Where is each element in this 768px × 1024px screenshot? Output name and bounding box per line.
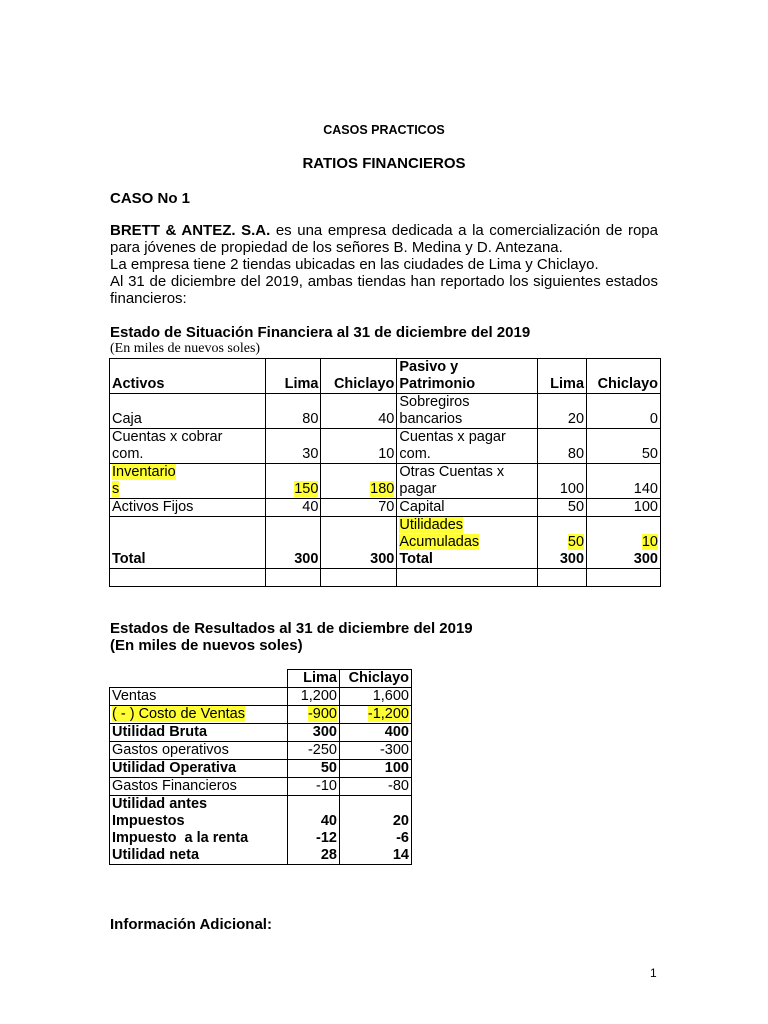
income-header-empty (110, 670, 288, 688)
income-chiclayo: 1,600 (340, 688, 412, 706)
liab-label-2: Acumuladas (399, 534, 480, 550)
liab-label: Cuentas x pagar com. (399, 429, 506, 462)
income-label: Gastos Financieros (110, 778, 288, 796)
intro-p2: La empresa tiene 2 tiendas ubicadas en las ciudades de Lima y Chiclayo. (110, 256, 599, 273)
income-lima: 1,200 (288, 688, 340, 706)
liab-chiclayo: 140 (587, 464, 661, 499)
income-lima: 28 (288, 847, 340, 865)
header-pasivo-line2: Patrimonio (399, 376, 476, 392)
asset-lima: 150 (294, 481, 319, 497)
company-name: BRETT & ANTEZ. S.A. (110, 222, 271, 239)
liab-lima: 50 (567, 534, 585, 550)
total-assets-chiclayo: 300 (321, 551, 397, 569)
table-row (110, 796, 412, 831)
header-pasivo (397, 359, 538, 394)
total-assets-lima: 300 (265, 551, 321, 569)
table-row (110, 499, 661, 517)
income-title: Estados de Resultados al 31 de diciembre del 2019 (110, 620, 473, 637)
income-lima: -10 (288, 778, 340, 796)
income-chiclayo: -6 (340, 830, 412, 847)
income-lima-cell (288, 706, 340, 724)
asset-lima: 40 (265, 499, 321, 517)
liab-chiclayo-cell (587, 517, 661, 552)
asset-lima-empty (265, 517, 321, 552)
asset-label: Activos Fijos (110, 499, 266, 517)
income-lima: 300 (288, 724, 340, 742)
balance-subtitle: (En miles de nuevos soles) (110, 341, 261, 356)
header-lima-2: Lima (538, 359, 587, 394)
table-row (110, 847, 412, 865)
income-header-lima: Lima (288, 670, 340, 688)
balance-title: Estado de Situación Financiera al 31 de diciembre del 2019 (110, 324, 531, 341)
asset-label: Caja (112, 411, 142, 427)
asset-chiclayo: 70 (321, 499, 397, 517)
income-lima: -900 (307, 706, 337, 722)
income-header-row (110, 670, 412, 688)
table-row (110, 394, 661, 429)
balance-empty-row (110, 569, 661, 587)
liab-lima: 20 (538, 394, 587, 429)
intro-p3: Al 31 de diciembre del 2019, ambas tiendas han reportado los siguientes estados financieros: (110, 273, 658, 307)
total-liab-label: Total (397, 551, 538, 569)
casos-practicos-heading: CASOS PRACTICOS (323, 123, 445, 137)
table-row (110, 830, 412, 847)
table-row (110, 688, 412, 706)
table-row (110, 429, 661, 464)
liab-lima: 80 (538, 429, 587, 464)
header-chiclayo-2: Chiclayo (587, 359, 661, 394)
table-row (110, 706, 412, 724)
liab-label-2: pagar (399, 481, 437, 497)
balance-header-row (110, 359, 661, 394)
asset-label-2: com. (112, 446, 144, 462)
asset-label-2: s (112, 481, 120, 497)
table-row (110, 464, 661, 499)
asset-lima: 30 (265, 429, 321, 464)
asset-lima-cell (265, 464, 321, 499)
income-lima: 50 (288, 760, 340, 778)
table-row (110, 760, 412, 778)
liab-label-1: Otras Cuentas x (399, 464, 505, 480)
income-chiclayo: -80 (340, 778, 412, 796)
empty-cell (110, 569, 266, 587)
asset-cell (110, 429, 266, 464)
asset-lima: 80 (265, 394, 321, 429)
total-label: Total (110, 551, 266, 569)
empty-cell (321, 569, 397, 587)
intro-paragraph (110, 222, 658, 307)
liab-lima: 50 (538, 499, 587, 517)
total-liab-lima: 300 (538, 551, 587, 569)
income-label-1: Utilidad antes (112, 796, 208, 812)
intro-p1-rest: es una empresa dedicada a la comercialización de ropa para jóvenes de propiedad de los señores B. Medina y D. Antezana. (110, 222, 658, 256)
liab-cell (397, 394, 538, 429)
asset-label-1: Cuentas x cobrar (112, 429, 223, 445)
liab-chiclayo: 100 (587, 499, 661, 517)
header-chiclayo: Chiclayo (321, 359, 397, 394)
empty-cell (397, 569, 538, 587)
liab-cell (397, 429, 538, 464)
income-label: Utilidad neta (110, 847, 288, 865)
income-chiclayo-cell (340, 706, 412, 724)
income-lima: -12 (288, 830, 340, 847)
asset-chiclayo-cell (321, 464, 397, 499)
income-statement-table (109, 669, 412, 865)
empty-cell (538, 569, 587, 587)
asset-cell (110, 394, 266, 429)
additional-info-heading: Información Adicional: (110, 916, 272, 933)
liab-label-2: bancarios (399, 411, 463, 427)
income-label: Gastos operativos (110, 742, 288, 760)
income-label: Ventas (110, 688, 288, 706)
total-liab-chiclayo: 300 (587, 551, 661, 569)
income-subtitle: (En miles de nuevos soles) (110, 637, 303, 654)
page-number: 1 (650, 966, 657, 980)
asset-label-1: Inventario (112, 464, 176, 480)
income-label-cell (110, 706, 288, 724)
income-chiclayo: 20 (340, 796, 412, 831)
income-lima: -250 (288, 742, 340, 760)
income-chiclayo: 100 (340, 760, 412, 778)
asset-chiclayo-empty (321, 517, 397, 552)
income-label: ( - ) Costo de Ventas (112, 706, 245, 722)
income-lima: 40 (288, 796, 340, 831)
liab-cell (397, 464, 538, 499)
liab-label-1: Sobregiros (399, 394, 470, 410)
income-header-chiclayo: Chiclayo (340, 670, 412, 688)
table-row (110, 517, 661, 552)
liab-chiclayo: 50 (587, 429, 661, 464)
balance-total-row (110, 551, 661, 569)
income-chiclayo: -1,200 (367, 706, 409, 722)
income-label-2: Impuestos (112, 813, 185, 829)
liab-label-1: Utilidades (399, 517, 464, 533)
income-label: Impuesto a la renta (110, 830, 288, 847)
liab-lima: 100 (538, 464, 587, 499)
header-activos: Activos (110, 359, 266, 394)
balance-sheet-table (109, 358, 661, 587)
header-lima: Lima (265, 359, 321, 394)
liab-cell (397, 517, 538, 552)
income-label: Utilidad Operativa (110, 760, 288, 778)
income-chiclayo: 400 (340, 724, 412, 742)
empty-cell (587, 569, 661, 587)
intro-p1 (110, 222, 658, 256)
empty-cell (265, 569, 321, 587)
table-row (110, 724, 412, 742)
liab-chiclayo: 0 (587, 394, 661, 429)
asset-chiclayo: 10 (321, 429, 397, 464)
income-label-cell (110, 796, 288, 831)
ratios-financieros-heading: RATIOS FINANCIEROS (302, 155, 466, 172)
case-heading: CASO No 1 (110, 190, 191, 207)
table-row (110, 742, 412, 760)
income-label: Utilidad Bruta (110, 724, 288, 742)
asset-cell (110, 464, 266, 499)
asset-empty (110, 517, 266, 552)
income-chiclayo: -300 (340, 742, 412, 760)
liab-label: Capital (397, 499, 538, 517)
header-pasivo-line1: Pasivo y (399, 359, 459, 375)
asset-chiclayo: 40 (321, 394, 397, 429)
liab-chiclayo: 10 (641, 534, 658, 550)
table-row (110, 778, 412, 796)
liab-lima-cell (538, 517, 587, 552)
income-chiclayo: 14 (340, 847, 412, 865)
asset-chiclayo: 180 (370, 481, 395, 497)
